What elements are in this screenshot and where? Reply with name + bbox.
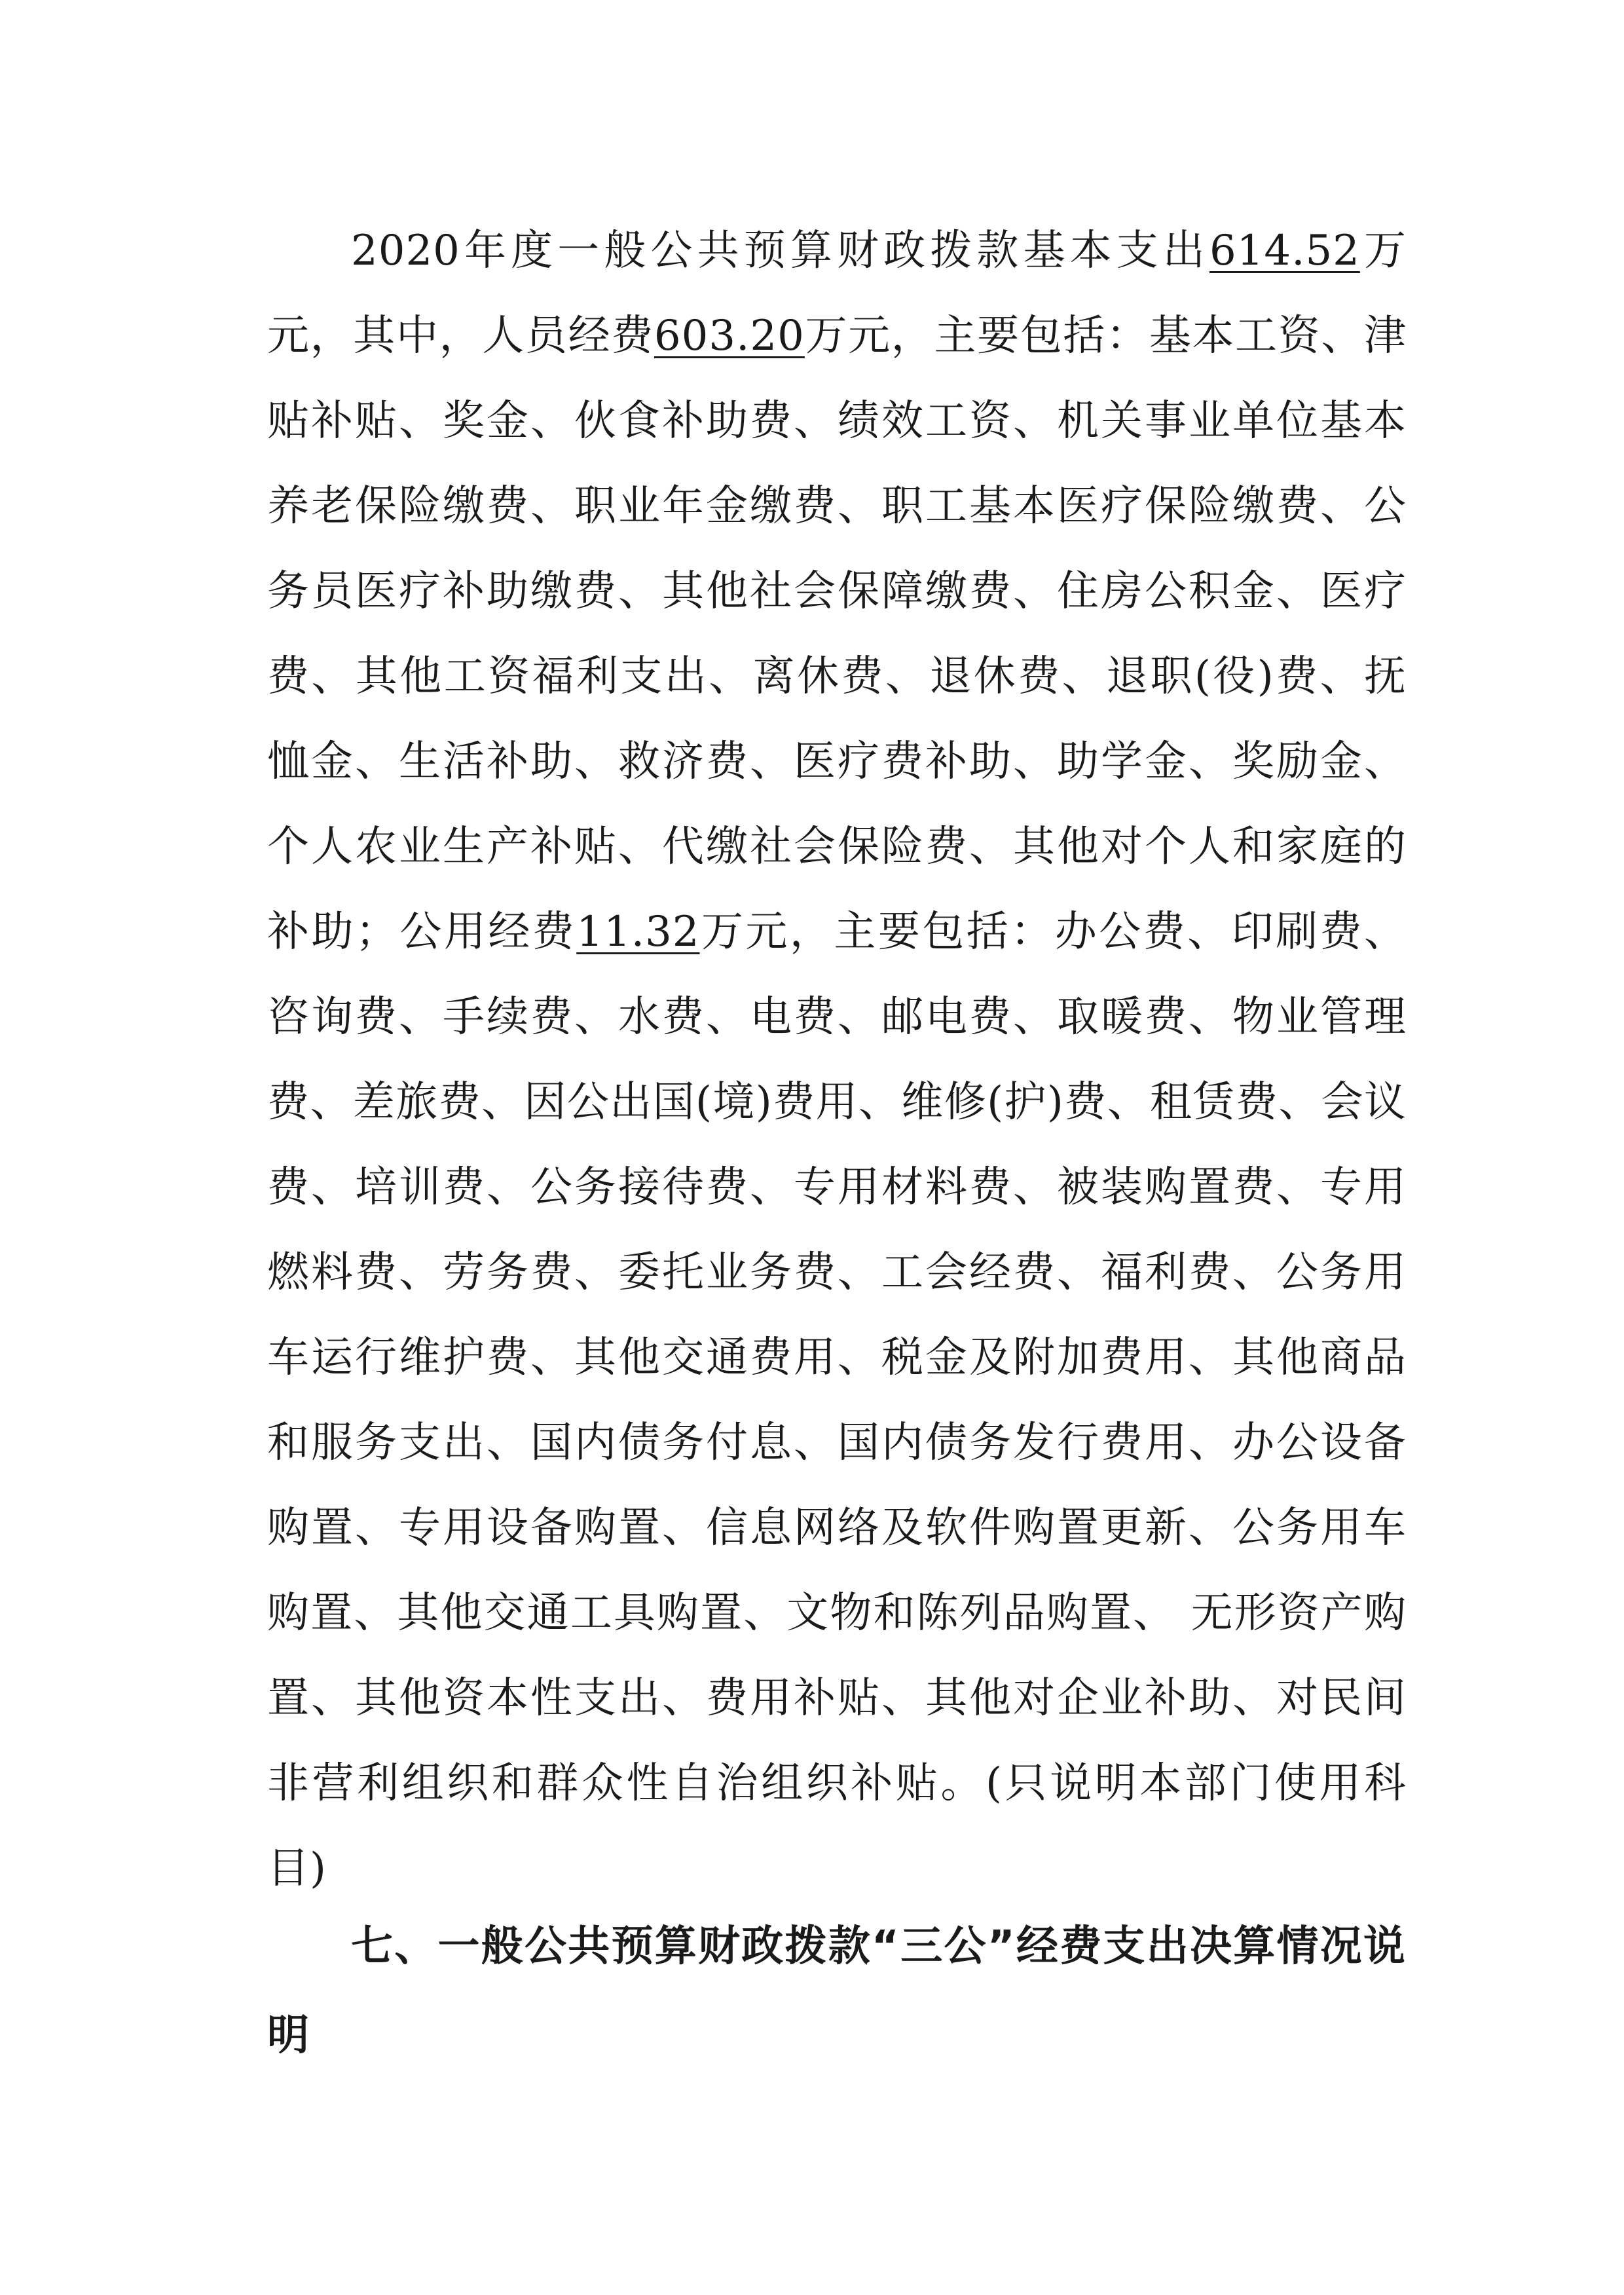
text-personnel-items: 万元，主要包括：基本工资、津贴补贴、奖金、伙食补助费、绩效工资、机关事业单位基本养老保险缴费、职业年金缴费、职工基本医疗保险缴费、公务员医疗补助缴费、其他社会保障缴费、住房公积金、医疗费、其他工资福利支出、离休费、退休费、退职(役)费、抚恤金、生活补助、救济费、医疗费补助、助学金、奖励金、个人农业生产补贴、代缴社会保险费、其他对个人和家庭的补助；公用经费	[267, 312, 1407, 956]
text-intro: 2020年度一般公共预算财政拨款基本支出	[351, 227, 1209, 275]
personnel-expenditure-amount: 603.20	[654, 312, 805, 360]
public-expenditure-amount: 11.32	[576, 908, 700, 956]
basic-expenditure-amount: 614.52	[1209, 227, 1360, 275]
paragraph-basic-expenditure	[267, 208, 1407, 1911]
section-heading: 七、一般公共预算财政拨款“三公”经费支出决算情况说明	[267, 1922, 1407, 2060]
expenditure-paragraph	[267, 208, 1407, 1911]
text-public-items: 万元，主要包括：办公费、印刷费、咨询费、手续费、水费、电费、邮电费、取暖费、物业管理费、差旅费、因公出国(境)费用、维修(护)费、租赁费、会议费、培训费、公务接待费、专用材料费、被装购置费、专用燃料费、劳务费、委托业务费、工会经费、福利费、公务用车运行维护费、其他交通费用、税金及附加费用、其他商品和服务支出、国内债务付息、国内债务发行费用、办公设备购置、专用设备购置、信息网络及软件购置更新、公务用车购置、其他交通工具购置、文物和陈列品购置、 无形资产购置、其他资本性支出、费用补贴、其他对企业补助、对民间非营利组织和群众性自治组织补贴。(只说明本部门使用科目)	[267, 908, 1407, 1893]
text-personnel-intro: 万元，其中，人员经费	[267, 227, 1407, 360]
